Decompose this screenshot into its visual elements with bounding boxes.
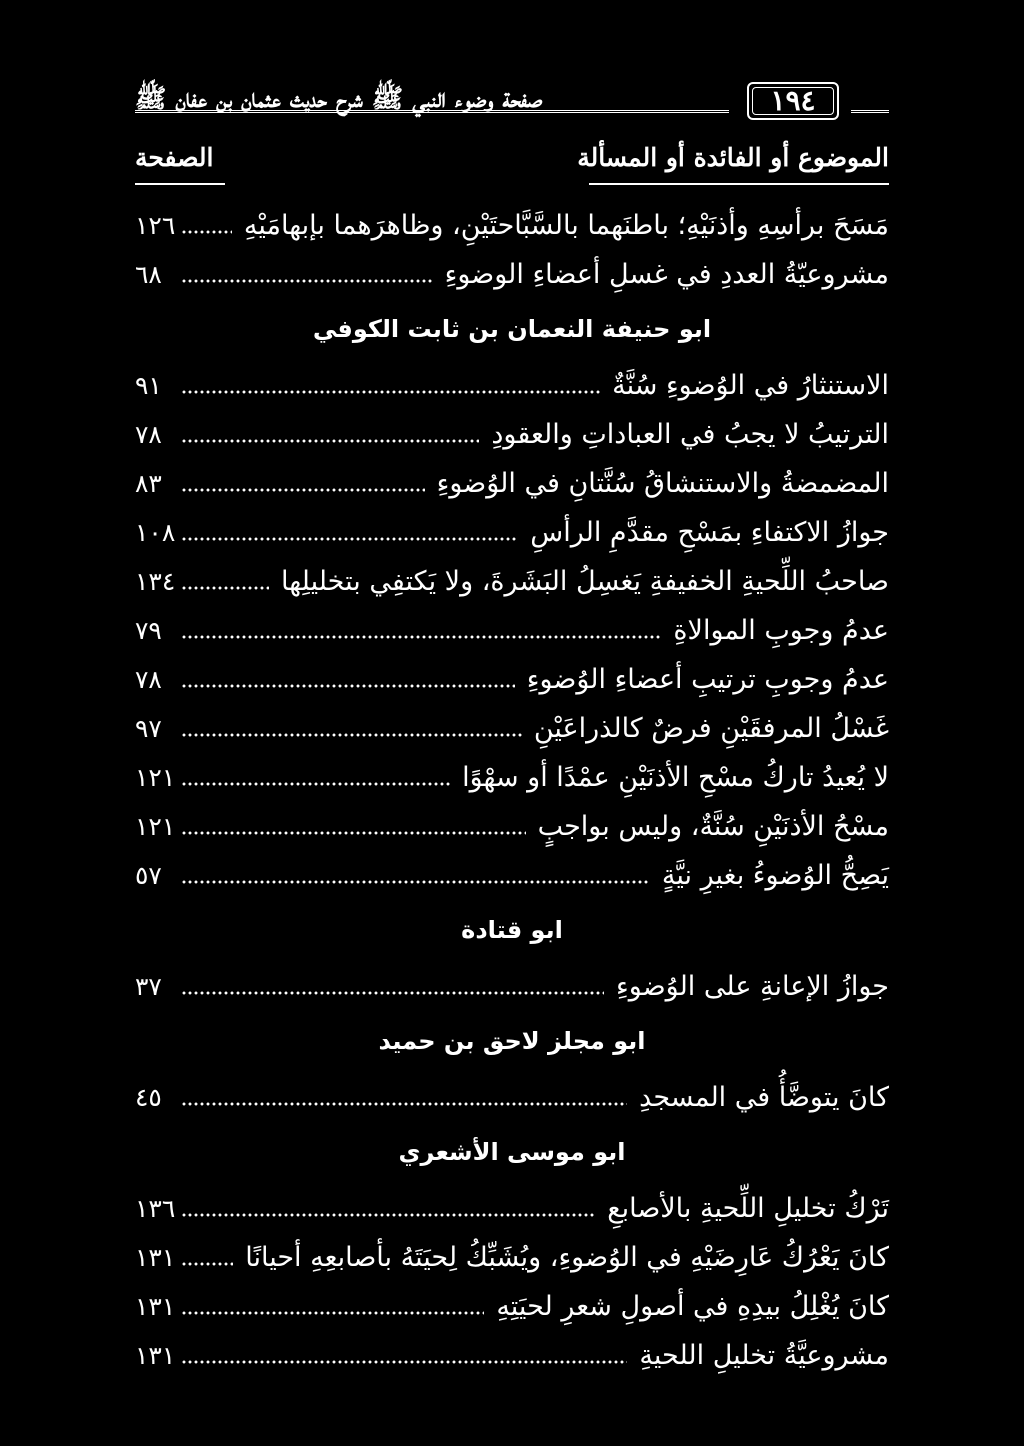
- index-entry: [135, 610, 889, 650]
- entry-topic: جوازُ الاكتفاءِ بمَسْحِ مقدَّمِ الرأسِ: [530, 516, 889, 548]
- page-heading-underline: [135, 183, 225, 185]
- entry-topic: جوازُ الإعانةِ على الوُضوءِ: [616, 970, 889, 1002]
- entry-page-number: ٥٧: [135, 860, 162, 890]
- entry-page-number: ١٣٤: [135, 566, 176, 596]
- entry-topic: عدمُ وجوبِ الموالاةِ: [673, 614, 889, 646]
- index-entry: [135, 806, 889, 846]
- dot-leader: [181, 732, 522, 738]
- entry-topic: مشروعيّةُ العددِ في غسلِ أعضاءِ الوضوءِ: [444, 258, 889, 290]
- dot-leader: [181, 536, 518, 542]
- index-entry: [135, 855, 889, 895]
- entry-page-number: ١٢١: [135, 762, 176, 792]
- entry-page-number: ١٣١: [135, 1340, 176, 1370]
- dot-leader: [181, 438, 479, 444]
- entry-page-number: ١٣٦: [135, 1193, 176, 1223]
- section-heading: ابو حنيفة النعمان بن ثابت الكوفي: [312, 315, 712, 343]
- entry-page-number: ٣٧: [135, 971, 162, 1001]
- entry-topic: مسْحُ الأذنَيْنِ سُنَّةٌ، وليس بواجبٍ: [537, 810, 889, 842]
- index-entry: [135, 205, 889, 245]
- index-entry: [135, 512, 889, 552]
- entry-topic: يَصِحُّ الوُضوءُ بغيرِ نيَّةٍ: [661, 859, 889, 891]
- dot-leader: [181, 1359, 627, 1365]
- section-heading: ابو مجلز لاحق بن حميد: [378, 1027, 646, 1055]
- dot-leader: [181, 278, 433, 284]
- section-heading: ابو قتادة: [461, 916, 563, 944]
- entry-page-number: ١٣١: [135, 1242, 176, 1272]
- dot-leader: [181, 389, 600, 395]
- dot-leader: [181, 229, 232, 235]
- entry-page-number: ٧٩: [135, 615, 162, 645]
- entry-topic: كانَ يَعْرُكُ عَارِضَيْهِ في الوُضوءِ، ويُشَبِّكُ لِحيَتَهُ بأصابعِهِ أحيانًا: [245, 1241, 889, 1273]
- page-number: ١٩٤: [747, 82, 839, 120]
- entry-topic: المضمضةُ والاستنشاقُ سُنَّتانِ في الوُضوءِ: [436, 467, 889, 499]
- entry-page-number: ١٢٦: [135, 210, 176, 240]
- dot-leader: [181, 781, 450, 787]
- index-entry: [135, 1335, 889, 1375]
- topic-column-heading: الموضوع أو الفائدة أو المسألة: [577, 143, 889, 172]
- running-header: [135, 80, 889, 124]
- page-column-heading: الصفحة: [135, 143, 214, 172]
- dot-leader: [181, 1212, 595, 1218]
- entry-topic: صاحبُ اللِّحيةِ الخفيفةِ يَغسِلُ البَشَرةَ، ولا يَكتفِي بتخليلِها: [280, 565, 889, 597]
- entry-topic: مَسَحَ برأسِهِ وأذنَيْهِ؛ باطنَهما بالسَّبَّاحتَيْنِ، وظاهرَهما بإبهامَيْهِ: [243, 209, 889, 241]
- index-entry: [135, 1237, 889, 1277]
- entry-topic: لا يُعيدُ تاركُ مسْحِ الأذنَيْنِ عمْدًا أو سهْوًا: [462, 761, 889, 793]
- index-entry: [135, 1077, 889, 1117]
- dot-leader: [181, 830, 525, 836]
- index-entry: [135, 1188, 889, 1228]
- header-rule-short: [851, 110, 889, 113]
- entry-page-number: ٦٨: [135, 259, 162, 289]
- entry-topic: كانَ يتوضَّأُ في المسجدِ: [639, 1081, 889, 1113]
- index-entry: [135, 561, 889, 601]
- topic-heading-underline: [589, 183, 889, 185]
- dot-leader: [181, 634, 661, 640]
- entry-page-number: ٨٣: [135, 468, 162, 498]
- dot-leader: [181, 585, 269, 591]
- entry-topic: الاستنثارُ في الوُضوءِ سُنَّةٌ: [612, 369, 889, 401]
- index-entry: [135, 659, 889, 699]
- index-entry: [135, 463, 889, 503]
- index-entry: [135, 254, 889, 294]
- dot-leader: [181, 990, 604, 996]
- dot-leader: [181, 1101, 627, 1107]
- index-entry: [135, 414, 889, 454]
- index-entry: [135, 1286, 889, 1326]
- index-entry: [135, 365, 889, 405]
- entry-page-number: ٧٨: [135, 419, 162, 449]
- entry-topic: كانَ يُغْلِلُ بيدِهِ في أصولِ شعرِ لحيَتِهِ: [496, 1290, 889, 1322]
- entry-page-number: ١٣١: [135, 1291, 176, 1321]
- entry-topic: مشروعيَّةُ تخليلِ اللحيةِ: [639, 1339, 889, 1371]
- entry-page-number: ١٠٨: [135, 517, 176, 547]
- entry-topic: غَسْلُ المرفقَيْنِ فرضٌ كالذراعَيْنِ: [533, 712, 889, 744]
- entry-page-number: ٤٥: [135, 1082, 162, 1112]
- column-header: [135, 143, 889, 188]
- dot-leader: [181, 487, 425, 493]
- section-heading: ابو موسى الأشعري: [398, 1138, 626, 1166]
- entry-page-number: ٩٧: [135, 713, 162, 743]
- dot-leader: [181, 879, 650, 885]
- entry-topic: عدمُ وجوبِ ترتيبِ أعضاءِ الوُضوءِ: [526, 663, 889, 695]
- dot-leader: [181, 1261, 233, 1267]
- index-entry: [135, 757, 889, 797]
- book-title: صفحة وضوء النبي ﷺ شرح حديث عثمان بن عفان ﷺ: [135, 84, 543, 114]
- dot-leader: [181, 1310, 484, 1316]
- dot-leader: [181, 683, 515, 689]
- entry-topic: تَرْكُ تخليلِ اللِّحيةِ بالأصابعِ: [607, 1192, 889, 1224]
- entry-page-number: ٧٨: [135, 664, 162, 694]
- index-entry: [135, 966, 889, 1006]
- entry-page-number: ١٢١: [135, 811, 176, 841]
- entry-topic: الترتيبُ لا يجبُ في العباداتِ والعقودِ: [491, 418, 889, 450]
- index-entry: [135, 708, 889, 748]
- entry-page-number: ٩١: [135, 370, 162, 400]
